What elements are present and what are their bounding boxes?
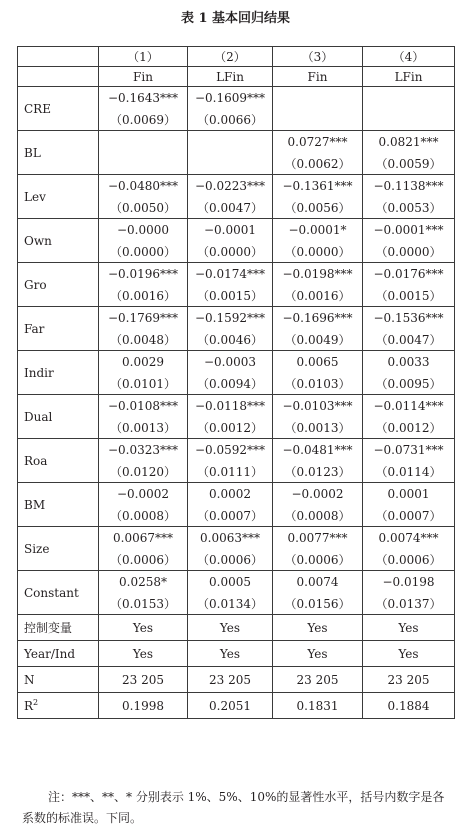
coefficient-row (18, 131, 455, 154)
coefficient-row (18, 307, 455, 330)
table-note: 注：***、**、* 分别表示 1%、5%、10%的显著性水平，括号内数字是各系数的标准误。下同。 (22, 790, 445, 825)
coefficient-row (18, 87, 455, 110)
summary-row (18, 641, 455, 667)
summary-value: 23 205 (363, 667, 455, 693)
column-number: （4） (363, 47, 455, 67)
coefficient-cell: −0.0001* (273, 219, 363, 242)
standard-error-cell: （0.0103） (273, 373, 363, 395)
coefficient-cell: −0.0002 (273, 483, 363, 506)
r-squared-value: 0.2051 (188, 693, 273, 719)
summary-value: Yes (99, 615, 188, 641)
standard-error-cell: （0.0006） (363, 549, 455, 571)
summary-value: Yes (273, 641, 363, 667)
standard-error-cell: （0.0006） (188, 549, 273, 571)
variable-name: Dual (18, 395, 99, 439)
coefficient-cell: 0.0258* (99, 571, 188, 594)
coefficient-cell: −0.0176*** (363, 263, 455, 286)
standard-error-cell: （0.0015） (363, 285, 455, 307)
coefficient-cell: −0.0731*** (363, 439, 455, 462)
summary-value: 23 205 (273, 667, 363, 693)
r-squared-symbol: R (24, 699, 34, 713)
coefficient-cell: −0.1609*** (188, 87, 273, 110)
coefficient-cell: −0.0000 (99, 219, 188, 242)
standard-error-cell: （0.0056） (273, 197, 363, 219)
r-squared-label (18, 693, 99, 719)
coefficient-cell (273, 87, 363, 110)
summary-value: 23 205 (188, 667, 273, 693)
standard-error-cell: （0.0137） (363, 593, 455, 615)
standard-error-cell: （0.0008） (99, 505, 188, 527)
standard-error-cell: （0.0050） (99, 197, 188, 219)
standard-error-cell (363, 109, 455, 131)
coefficient-cell: −0.0481*** (273, 439, 363, 462)
coefficient-cell: −0.0223*** (188, 175, 273, 198)
dependent-variable: LFin (188, 67, 273, 87)
standard-error-cell: （0.0047） (188, 197, 273, 219)
coefficient-cell: −0.0480*** (99, 175, 188, 198)
coefficient-row (18, 527, 455, 550)
column-number: （3） (273, 47, 363, 67)
variable-name: Indir (18, 351, 99, 395)
table-title: 表 1 基本回归结果 (180, 11, 291, 26)
coefficient-cell: 0.0063*** (188, 527, 273, 550)
standard-error-cell: （0.0066） (188, 109, 273, 131)
dependent-variable: Fin (273, 67, 363, 87)
coefficient-cell: −0.0103*** (273, 395, 363, 418)
coefficient-cell: −0.0323*** (99, 439, 188, 462)
standard-error-cell: （0.0012） (363, 417, 455, 439)
coefficient-cell: −0.1536*** (363, 307, 455, 330)
standard-error-cell: （0.0007） (188, 505, 273, 527)
standard-error-cell: （0.0000） (363, 241, 455, 263)
coefficient-cell: −0.1361*** (273, 175, 363, 198)
standard-error-cell: （0.0000） (273, 241, 363, 263)
coefficient-row (18, 351, 455, 374)
standard-error-cell: （0.0013） (99, 417, 188, 439)
coefficient-cell: 0.0005 (188, 571, 273, 594)
standard-error-cell: （0.0015） (188, 285, 273, 307)
summary-value: Yes (363, 615, 455, 641)
coefficient-cell: −0.0196*** (99, 263, 188, 286)
coefficient-cell: −0.1769*** (99, 307, 188, 330)
standard-error-cell: （0.0016） (99, 285, 188, 307)
dependent-variable: LFin (363, 67, 455, 87)
variable-name: BM (18, 483, 99, 527)
standard-error-cell: （0.0094） (188, 373, 273, 395)
standard-error-cell: （0.0007） (363, 505, 455, 527)
standard-error-cell (188, 153, 273, 175)
standard-error-cell: （0.0016） (273, 285, 363, 307)
standard-error-cell: （0.0000） (99, 241, 188, 263)
r-squared-row (18, 693, 455, 719)
column-number: （2） (188, 47, 273, 67)
coefficient-cell: 0.0074*** (363, 527, 455, 550)
summary-value: 23 205 (99, 667, 188, 693)
coefficient-cell: −0.1138*** (363, 175, 455, 198)
coefficient-row (18, 395, 455, 418)
coefficient-cell: −0.0198 (363, 571, 455, 594)
standard-error-cell: （0.0047） (363, 329, 455, 351)
summary-value: Yes (188, 641, 273, 667)
corner-cell (18, 67, 99, 87)
summary-label: 控制变量 (18, 615, 99, 641)
coefficient-cell: −0.0174*** (188, 263, 273, 286)
standard-error-cell: （0.0046） (188, 329, 273, 351)
coefficient-row (18, 439, 455, 462)
r-squared-value: 0.1884 (363, 693, 455, 719)
coefficient-cell: −0.0003 (188, 351, 273, 374)
coefficient-cell: 0.0001 (363, 483, 455, 506)
coefficient-cell: −0.0001 (188, 219, 273, 242)
standard-error-cell: （0.0013） (273, 417, 363, 439)
coefficient-cell: −0.0118*** (188, 395, 273, 418)
variable-name: Far (18, 307, 99, 351)
standard-error-cell: （0.0008） (273, 505, 363, 527)
coefficient-cell: −0.1696*** (273, 307, 363, 330)
coefficient-cell: 0.0033 (363, 351, 455, 374)
standard-error-cell: （0.0101） (99, 373, 188, 395)
standard-error-cell: （0.0048） (99, 329, 188, 351)
summary-value: Yes (188, 615, 273, 641)
coefficient-cell: 0.0065 (273, 351, 363, 374)
standard-error-cell: （0.0120） (99, 461, 188, 483)
coefficient-row (18, 571, 455, 594)
standard-error-cell: （0.0006） (273, 549, 363, 571)
coefficient-cell: 0.0821*** (363, 131, 455, 154)
standard-error-cell: （0.0095） (363, 373, 455, 395)
r-squared-value: 0.1831 (273, 693, 363, 719)
coefficient-cell: 0.0002 (188, 483, 273, 506)
standard-error-cell: （0.0049） (273, 329, 363, 351)
standard-error-cell: （0.0114） (363, 461, 455, 483)
variable-name: Gro (18, 263, 99, 307)
summary-row (18, 615, 455, 641)
coefficient-cell: −0.0001*** (363, 219, 455, 242)
standard-error-cell: （0.0123） (273, 461, 363, 483)
corner-cell (18, 47, 99, 67)
coefficient-cell (363, 87, 455, 110)
coefficient-cell (188, 131, 273, 154)
standard-error-cell: （0.0053） (363, 197, 455, 219)
variable-rows (18, 87, 455, 615)
coefficient-cell: 0.0727*** (273, 131, 363, 154)
dependent-variable: Fin (99, 67, 188, 87)
coefficient-cell: −0.0114*** (363, 395, 455, 418)
standard-error-cell: （0.0069） (99, 109, 188, 131)
variable-name: Own (18, 219, 99, 263)
summary-value: Yes (363, 641, 455, 667)
coefficient-cell: −0.0198*** (273, 263, 363, 286)
standard-error-cell: （0.0000） (188, 241, 273, 263)
standard-error-cell (99, 153, 188, 175)
coefficient-row (18, 219, 455, 242)
coefficient-cell (99, 131, 188, 154)
coefficient-cell: 0.0067*** (99, 527, 188, 550)
variable-name: Constant (18, 571, 99, 615)
standard-error-cell: （0.0134） (188, 593, 273, 615)
coefficient-cell: −0.0108*** (99, 395, 188, 418)
coefficient-cell: 0.0029 (99, 351, 188, 374)
variable-name: CRE (18, 87, 99, 131)
regression-table (17, 46, 455, 719)
coefficient-row (18, 263, 455, 286)
coefficient-row (18, 483, 455, 506)
summary-label: Year/Ind (18, 641, 99, 667)
standard-error-cell: （0.0012） (188, 417, 273, 439)
summary-rows (18, 615, 455, 719)
summary-row (18, 667, 455, 693)
column-number-row (18, 47, 455, 67)
summary-value: Yes (273, 615, 363, 641)
coefficient-cell: −0.0592*** (188, 439, 273, 462)
standard-error-cell: （0.0111） (188, 461, 273, 483)
standard-error-cell: （0.0156） (273, 593, 363, 615)
standard-error-cell: （0.0062） (273, 153, 363, 175)
dependent-variable-row (18, 67, 455, 87)
standard-error-cell (273, 109, 363, 131)
r-squared-exponent: 2 (33, 698, 39, 707)
coefficient-row (18, 175, 455, 198)
variable-name: BL (18, 131, 99, 175)
summary-value: Yes (99, 641, 188, 667)
standard-error-cell: （0.0059） (363, 153, 455, 175)
variable-name: Roa (18, 439, 99, 483)
standard-error-cell: （0.0006） (99, 549, 188, 571)
standard-error-cell: （0.0153） (99, 593, 188, 615)
coefficient-cell: −0.1643*** (99, 87, 188, 110)
coefficient-cell: −0.1592*** (188, 307, 273, 330)
coefficient-cell: 0.0077*** (273, 527, 363, 550)
summary-label: N (18, 667, 99, 693)
column-number: （1） (99, 47, 188, 67)
coefficient-cell: −0.0002 (99, 483, 188, 506)
variable-name: Lev (18, 175, 99, 219)
variable-name: Size (18, 527, 99, 571)
r-squared-value: 0.1998 (99, 693, 188, 719)
coefficient-cell: 0.0074 (273, 571, 363, 594)
